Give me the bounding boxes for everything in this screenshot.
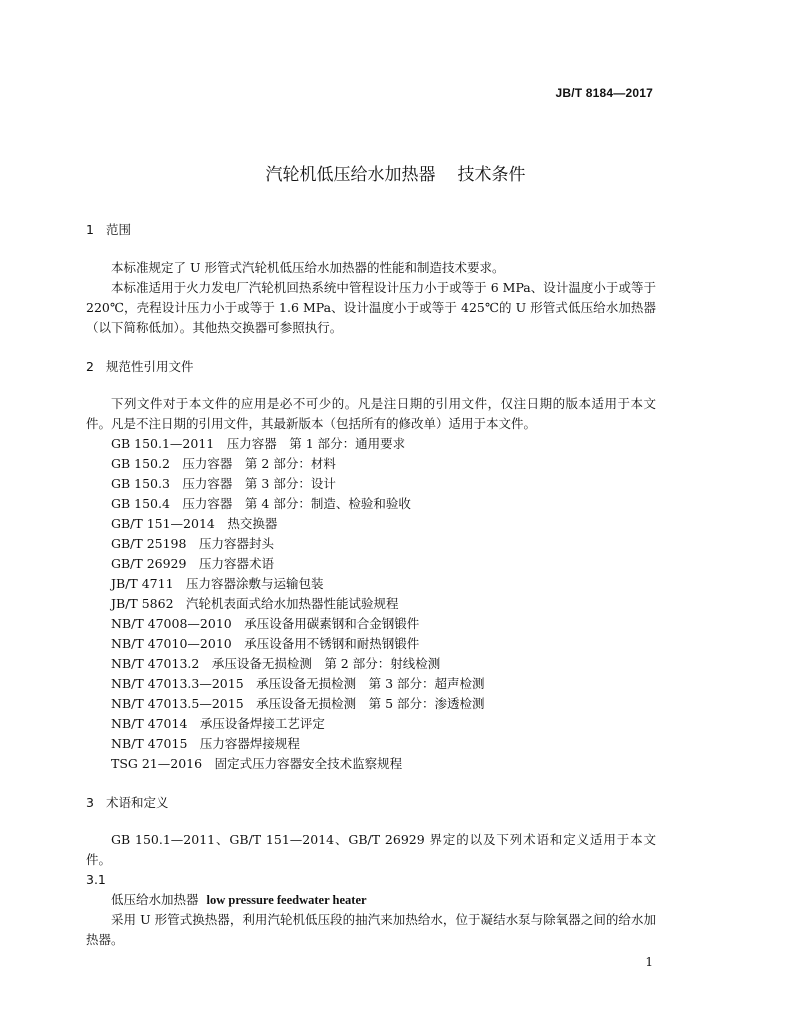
section-number: 3	[86, 795, 94, 810]
reference-item: TSG 21—2016 固定式压力容器安全技术监察规程	[111, 756, 403, 771]
document-title	[0, 160, 791, 185]
term-english: low pressure feedwater heater	[206, 893, 367, 907]
paragraph: 下列文件对于本文件的应用是必不可少的。凡是注日期的引用文件，仅注日期的版本适用于本文件。凡是不注日期的引用文件，其最新版本（包括所有的修改单）适用于本文件。	[86, 396, 656, 431]
reference-item: GB/T 26929 压力容器术语	[111, 556, 274, 571]
reference-item: JB/T 4711 压力容器涂敷与运输包装	[111, 576, 324, 591]
section-number: 2	[86, 359, 94, 374]
section-heading-scope	[86, 220, 656, 240]
reference-item: GB/T 151—2014 热交换器	[111, 516, 278, 531]
page-number: 1	[645, 955, 653, 969]
section-heading-terms	[86, 793, 656, 813]
reference-item: NB/T 47013.2 承压设备无损检测 第 2 部分：射线检测	[111, 656, 441, 671]
section-title: 术语和定义	[106, 795, 169, 810]
reference-list	[86, 434, 656, 774]
clause-number: 3.1	[86, 872, 106, 887]
reference-item: GB 150.3 压力容器 第 3 部分：设计	[111, 476, 336, 491]
document-body	[86, 220, 656, 950]
standard-code: JB/T 8184—2017	[555, 86, 653, 100]
section-heading-normative	[86, 357, 656, 377]
reference-item: GB 150.2 压力容器 第 2 部分：材料	[111, 456, 336, 471]
reference-item: NB/T 47013.5—2015 承压设备无损检测 第 5 部分：渗透检测	[111, 696, 485, 711]
paragraph: 本标准规定了 U 形管式汽轮机低压给水加热器的性能和制造技术要求。	[111, 260, 505, 275]
section-title: 规范性引用文件	[106, 359, 194, 374]
paragraph: GB 150.1—2011、GB/T 151—2014、GB/T 26929 界定的以及下列术语和定义适用于本文件。	[86, 832, 656, 867]
reference-item: NB/T 47015 压力容器焊接规程	[111, 736, 300, 751]
paragraph: 本标准适用于火力发电厂汽轮机回热系统中管程设计压力小于或等于 6 MPa、设计温度小于或等于 220℃，壳程设计压力小于或等于 1.6 MPa、设计温度小于或等于 425℃的 U 形管式低压给水加热器（以下简称低加）。其他热交换器可参照执行。	[86, 280, 656, 335]
term-chinese: 低压给水加热器	[111, 892, 199, 907]
reference-item: NB/T 47008—2010 承压设备用碳素钢和合金钢锻件	[111, 616, 420, 631]
reference-item: NB/T 47010—2010 承压设备用不锈钢和耐热钢锻件	[111, 636, 420, 651]
title-sub: 技术条件	[457, 165, 526, 185]
reference-item: JB/T 5862 汽轮机表面式给水加热器性能试验规程	[111, 596, 399, 611]
term-entry	[86, 890, 656, 910]
reference-item: NB/T 47014 承压设备焊接工艺评定	[111, 716, 325, 731]
reference-item: GB/T 25198 压力容器封头	[111, 536, 274, 551]
title-main: 汽轮机低压给水加热器	[265, 165, 436, 185]
reference-item: GB 150.1—2011 压力容器 第 1 部分：通用要求	[111, 436, 406, 451]
reference-item: NB/T 47013.3—2015 承压设备无损检测 第 3 部分：超声检测	[111, 676, 485, 691]
section-title: 范围	[106, 222, 132, 237]
section-number: 1	[86, 222, 94, 237]
reference-item: GB 150.4 压力容器 第 4 部分：制造、检验和验收	[111, 496, 411, 511]
term-definition: 采用 U 形管式换热器，利用汽轮机低压段的抽汽来加热给水，位于凝结水泵与除氧器之间的给水加热器。	[86, 912, 656, 947]
